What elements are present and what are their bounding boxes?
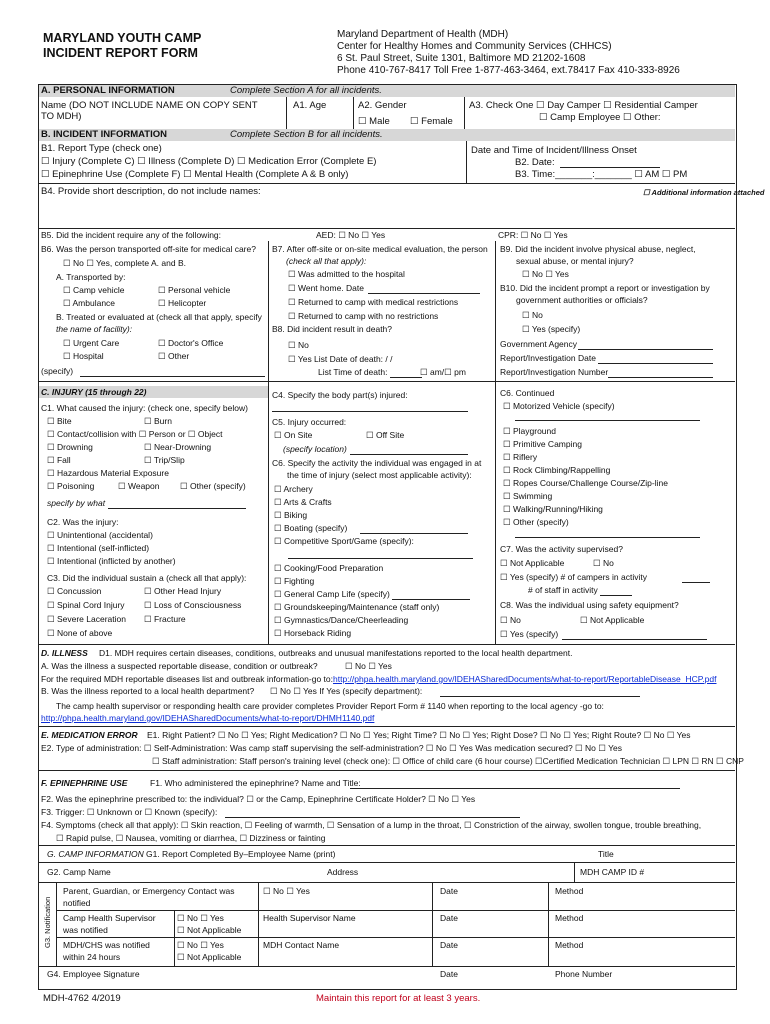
mdh-notified-label-2: within 24 hours: [63, 952, 121, 962]
health-supervisor-options[interactable]: ☐ No ☐ Yes: [177, 913, 224, 923]
admitted-checkbox[interactable]: ☐ Was admitted to the hospital: [288, 269, 405, 279]
doctors-office-checkbox[interactable]: ☐ Doctor's Office: [158, 338, 224, 348]
staff-count-label: # of staff in activity: [528, 585, 598, 595]
dC-text: The camp health supervisor or responding health care provider completes Provider Report Form # 1140 when reporting to the local agency -go to:: [56, 701, 604, 711]
unintentional-checkbox[interactable]: ☐ Unintentional (accidental): [47, 530, 153, 540]
section-a-note: Complete Section A for all incidents.: [230, 85, 382, 96]
gender-female-checkbox[interactable]: ☐ Female: [410, 116, 453, 127]
helicopter-checkbox[interactable]: ☐ Helicopter: [158, 298, 207, 308]
signature-label: G4. Employee Signature: [47, 969, 140, 979]
death-ampm[interactable]: ☐ am/☐ pm: [420, 367, 466, 377]
inflicted-by-another-checkbox[interactable]: ☐ Intentional (inflicted by another): [47, 556, 176, 566]
gender-male-checkbox[interactable]: ☐ Male: [358, 116, 390, 127]
on-site-checkbox[interactable]: ☐ On Site: [274, 430, 313, 440]
aed-options[interactable]: AED: ☐ No ☐ Yes: [316, 230, 386, 240]
c2-label: C2. Was the injury:: [47, 517, 119, 527]
e2-text[interactable]: E2. Type of administration: ☐ Self-Administration: Was camp staff supervising the self-administration? ☐ No ☐ Yes Was medication secured? ☐ No ☐ Yes: [41, 743, 622, 753]
date-time-header: Date and Time of Incident/Illness Onset: [471, 145, 637, 156]
gender-label: A2. Gender: [358, 100, 407, 111]
safety-na-checkbox[interactable]: ☐ Not Applicable: [580, 615, 645, 625]
mdh-contact-label: MDH Contact Name: [263, 940, 340, 950]
swimming-checkbox[interactable]: ☐ Swimming: [503, 491, 553, 501]
cooking-checkbox[interactable]: ☐ Cooking/Food Preparation: [274, 563, 384, 573]
section-d-head: D. ILLNESS: [41, 648, 88, 658]
other-facility-checkbox[interactable]: ☐ Other: [158, 351, 190, 361]
reportable-disease-link[interactable]: http://phpa.health.maryland.gov/IDEHASharedDocuments/what-to-report/ReportableDisease_HCP.pdf: [333, 674, 717, 684]
horseback-checkbox[interactable]: ☐ Horseback Riding: [274, 628, 352, 638]
urgent-care-checkbox[interactable]: ☐ Urgent Care: [63, 338, 120, 348]
reportable-options[interactable]: ☐ No ☐ Yes: [345, 661, 392, 671]
supervised-na-checkbox[interactable]: ☐ Not Applicable: [500, 558, 565, 568]
body-part-field[interactable]: [272, 411, 468, 412]
b9-label: B9. Did the incident involve physical abuse, neglect,: [500, 244, 696, 254]
report-date-field[interactable]: [598, 363, 713, 364]
location-field[interactable]: [350, 454, 468, 455]
date-label-2: Date: [440, 913, 458, 923]
returned-restrictions-checkbox[interactable]: ☐ Returned to camp with medical restrictions: [288, 297, 459, 307]
health-supervisor-na[interactable]: ☐ Not Applicable: [177, 925, 242, 935]
mdh-notified-options[interactable]: ☐ No ☐ Yes: [177, 940, 224, 950]
date-label-3: Date: [440, 940, 458, 950]
safety-no-checkbox[interactable]: ☐ No: [500, 615, 521, 625]
mdh-notified-label: MDH/CHS was notified: [63, 940, 150, 950]
poisoning-checkbox[interactable]: ☐ Poisoning: [47, 481, 95, 491]
notification-side-label: G3. Notification: [43, 896, 52, 948]
form-title-line2: INCIDENT REPORT FORM: [43, 46, 198, 60]
walking-checkbox[interactable]: ☐ Walking/Running/Hiking: [503, 504, 603, 514]
dB-options[interactable]: ☐ No ☐ Yes If Yes (specify department):: [270, 686, 423, 696]
treated-at-label-2: the name of facility):: [56, 324, 133, 334]
name-label-2: TO MDH): [41, 111, 82, 122]
c6-note: the time of injury (select most applicable activity):: [287, 470, 472, 480]
report-type-options-2[interactable]: ☐ Epinephrine Use (Complete F) ☐ Mental Health (Complete A & B only): [41, 169, 349, 180]
bite-checkbox[interactable]: ☐ Bite: [47, 416, 72, 426]
motorized-vehicle-checkbox[interactable]: ☐ Motorized Vehicle (specify): [503, 401, 615, 411]
burn-checkbox[interactable]: ☐ Burn: [144, 416, 172, 426]
incident-time-field[interactable]: B3. Time:_______:_______ ☐ AM ☐ PM: [515, 169, 688, 180]
health-supervisor-label-2: was notified: [63, 925, 108, 935]
phone-label: Phone Number: [555, 969, 613, 979]
abuse-options[interactable]: ☐ No ☐ Yes: [522, 269, 569, 279]
gymnastics-checkbox[interactable]: ☐ Gymnastics/Dance/Cheerleading: [274, 615, 409, 625]
employee-other-options[interactable]: ☐ Camp Employee ☐ Other:: [539, 112, 661, 123]
e1-text[interactable]: E1. Right Patient? ☐ No ☐ Yes; Right Medication? ☐ No ☐ Yes; Right Time? ☐ No ☐ Yes; Right Dose? ☐ No ☐ Yes; Right Route? ☐ No ☐ Yes: [147, 730, 691, 740]
fracture-checkbox[interactable]: ☐ Fracture: [144, 614, 186, 624]
b7-label: B7. After off-site or on-site medical evaluation, the person: [272, 244, 488, 254]
parent-notified-label: Parent, Guardian, or Emergency Contact was: [63, 886, 235, 896]
f1-label: F1. Who administered the epinephrine? Name and Title:: [150, 778, 361, 788]
additional-info-checkbox[interactable]: ☐ Additional information attached: [643, 188, 765, 197]
hazmat-checkbox[interactable]: ☐ Hazardous Material Exposure: [47, 468, 169, 478]
form-code: MDH-4762 4/2019: [43, 993, 121, 1004]
b9-label-2: sexual abuse, or mental injury?: [516, 256, 634, 266]
ambulance-checkbox[interactable]: ☐ Ambulance: [63, 298, 116, 308]
age-label: A1. Age: [293, 100, 327, 111]
fall-checkbox[interactable]: ☐ Fall: [47, 455, 71, 465]
gov-agency-field[interactable]: [578, 349, 713, 350]
b10-label: B10. Did the incident prompt a report or investigation by: [500, 283, 710, 293]
dA-label: A. Was the illness a suspected reportable disease, condition or outbreak?: [41, 661, 318, 671]
f4-text[interactable]: F4. Symptoms (check all that apply): ☐ Skin reaction, ☐ Feeling of warmth, ☐ Sensation of a lump in the throat, ☐ Constriction of the airway, swollen tongue, trouble breathing,: [41, 820, 702, 830]
supervised-no-checkbox[interactable]: ☐ No: [593, 558, 614, 568]
transported-by-label: A. Transported by:: [56, 272, 126, 282]
section-f-head: F. EPINEPHRINE USE: [41, 778, 128, 788]
camp-id-label: MDH CAMP ID #: [580, 867, 645, 877]
head-injury-checkbox[interactable]: ☐ Other Head Injury: [144, 586, 222, 596]
section-a-head: A. PERSONAL INFORMATION: [41, 85, 175, 96]
report-number-field[interactable]: [608, 377, 713, 378]
riflery-checkbox[interactable]: ☐ Riflery: [503, 452, 538, 462]
other-cause-checkbox[interactable]: ☐ Other (specify): [180, 481, 246, 491]
title-label: Title: [598, 849, 614, 859]
safety-yes-checkbox[interactable]: ☐ Yes (specify): [500, 629, 559, 639]
death-time-label: List Time of death:: [318, 367, 388, 377]
agency-phone: Phone 410-767-8417 Toll Free 1-877-463-3464, ext.78417 Fax 410-333-8926: [337, 65, 680, 76]
laceration-checkbox[interactable]: ☐ Severe Laceration: [47, 614, 126, 624]
short-description-label: B4. Provide short description, do not include names:: [41, 186, 261, 197]
mdh-notified-na[interactable]: ☐ Not Applicable: [177, 952, 242, 962]
report-type-options-1[interactable]: ☐ Injury (Complete C) ☐ Illness (Complete D) ☐ Medication Error (Complete E): [41, 156, 377, 167]
provider-form-link[interactable]: http://phpa.health.maryland.gov/IDEHASharedDocuments/what-to-report/DHMH1140.pdf: [41, 713, 375, 723]
b10-label-2: government authorities or officials?: [516, 295, 648, 305]
form-title-line1: MARYLAND YOUTH CAMP: [43, 31, 202, 45]
name-label: Name (DO NOT INCLUDE NAME ON COPY SENT: [41, 100, 258, 111]
none-of-above-checkbox[interactable]: ☐ None of above: [47, 628, 113, 638]
b5-label: B5. Did the incident require any of the following:: [41, 230, 222, 240]
near-drowning-checkbox[interactable]: ☐ Near-Drowning: [144, 442, 212, 452]
parent-notified-label-2: notified: [63, 898, 91, 908]
date-label-4: Date: [440, 969, 458, 979]
cpr-options[interactable]: CPR: ☐ No ☐ Yes: [498, 230, 568, 240]
spinal-checkbox[interactable]: ☐ Spinal Cord Injury: [47, 600, 125, 610]
section-g-head: G. CAMP INFORMATION: [47, 849, 144, 859]
f2-text[interactable]: F2. Was the epinephrine prescribed to: the individual? ☐ or the Camp, Epinephrine Certificate Holder? ☐ No ☐ Yes: [41, 794, 476, 804]
drowning-checkbox[interactable]: ☐ Drowning: [47, 442, 93, 452]
weapon-checkbox[interactable]: ☐ Weapon: [118, 481, 160, 491]
health-supervisor-name-label: Health Supervisor Name: [263, 913, 356, 923]
section-b-head: B. INCIDENT INFORMATION: [41, 129, 167, 140]
parent-notified-options[interactable]: ☐ No ☐ Yes: [263, 886, 310, 896]
b6-label: B6. Was the person transported off-site for medical care?: [41, 244, 256, 254]
c5-label: C5. Injury occurred:: [272, 417, 347, 427]
went-home-checkbox[interactable]: ☐ Went home. Date: [288, 283, 364, 293]
concussion-checkbox[interactable]: ☐ Concussion: [47, 586, 102, 596]
investigation-no-checkbox[interactable]: ☐ No: [522, 310, 543, 320]
c1-label: C1. What caused the injury: (check one, specify below): [41, 403, 248, 413]
death-yes-checkbox[interactable]: ☐ Yes List Date of death: / /: [288, 354, 393, 364]
trip-slip-checkbox[interactable]: ☐ Trip/Slip: [144, 455, 185, 465]
off-site-checkbox[interactable]: ☐ Off Site: [366, 430, 405, 440]
b8-label: B8. Did incident result in death?: [272, 324, 393, 334]
archery-checkbox[interactable]: ☐ Archery: [274, 484, 313, 494]
death-no-checkbox[interactable]: ☐ No: [288, 340, 309, 350]
b7-note: (check all that apply):: [286, 256, 367, 266]
hospital-checkbox[interactable]: ☐ Hospital: [63, 351, 104, 361]
returned-no-restrictions-checkbox[interactable]: ☐ Returned to camp with no restrictions: [288, 311, 439, 321]
d1-text: D1. MDH requires certain diseases, conditions, outbreaks and unusual manifestations reported to the local health department.: [99, 648, 573, 658]
camper-type-options[interactable]: A3. Check One ☐ Day Camper ☐ Residential Camper: [469, 100, 698, 111]
playground-checkbox[interactable]: ☐ Playground: [503, 426, 556, 436]
reportable-list-label: For the required MDH reportable diseases list and outbreak information-go to:: [41, 674, 333, 684]
primitive-camping-checkbox[interactable]: ☐ Primitive Camping: [503, 439, 582, 449]
g1-label: G1. Report Completed By–Employee Name (print): [146, 849, 336, 859]
f5-text[interactable]: ☐ Rapid pulse, ☐ Nausea, vomiting or diarrhea, ☐ Dizziness or fainting: [56, 833, 326, 843]
report-type-label: B1. Report Type (check one): [41, 143, 162, 154]
f3-text[interactable]: F3. Trigger: ☐ Unknown or ☐ Known (specify):: [41, 807, 218, 817]
c6-label: C6. Specify the activity the individual was engaged in at: [272, 458, 482, 468]
supervised-yes-checkbox[interactable]: ☐ Yes (specify) # of campers in activity: [500, 572, 647, 582]
dB-label: B. Was the illness reported to a local health department?: [41, 686, 255, 696]
report-number-label: Report/Investigation Number: [500, 367, 609, 377]
agency-center: Center for Healthy Homes and Community Services (CHHCS): [337, 41, 612, 52]
agency-name: Maryland Department of Health (MDH): [337, 29, 509, 40]
agency-address: 6 St. Paul Street, Suite 1301, Baltimore MD 21202-1608: [337, 53, 586, 64]
method-label-2: Method: [555, 913, 584, 923]
personal-vehicle-checkbox[interactable]: ☐ Personal vehicle: [158, 285, 231, 295]
section-b-note: Complete Section B for all incidents.: [230, 129, 383, 140]
arts-crafts-checkbox[interactable]: ☐ Arts & Crafts: [274, 497, 332, 507]
section-c-head: C. INJURY (15 through 22): [41, 387, 147, 397]
c6-continued-label: C6. Continued: [500, 388, 555, 398]
address-label: Address: [327, 867, 359, 877]
report-date-label: Report/Investigation Date: [500, 353, 596, 363]
c7-label: C7. Was the activity supervised?: [500, 544, 623, 554]
c8-label: C8. Was the individual using safety equipment?: [500, 600, 679, 610]
camp-vehicle-checkbox[interactable]: ☐ Camp vehicle: [63, 285, 125, 295]
biking-checkbox[interactable]: ☐ Biking: [274, 510, 308, 520]
ropes-course-checkbox[interactable]: ☐ Ropes Course/Challenge Course/Zip-line: [503, 478, 668, 488]
facility-specify-label: (specify): [41, 366, 74, 376]
self-inflicted-checkbox[interactable]: ☐ Intentional (self-inflicted): [47, 543, 150, 553]
retention-note: Maintain this report for at least 3 years.: [316, 993, 481, 1004]
consciousness-checkbox[interactable]: ☐ Loss of Consciousness: [144, 600, 242, 610]
rock-climbing-checkbox[interactable]: ☐ Rock Climbing/Rappelling: [503, 465, 611, 475]
groundskeeping-checkbox[interactable]: ☐ Groundskeeping/Maintenance (staff only): [274, 602, 440, 612]
gov-agency-label: Government Agency: [500, 339, 578, 349]
boating-checkbox[interactable]: ☐ Boating (specify): [274, 523, 348, 533]
location-label: (specify location): [283, 444, 347, 454]
health-supervisor-label: Camp Health Supervisor: [63, 913, 156, 923]
e3-text[interactable]: ☐ Staff administration: Staff person's training level (check one): ☐ Office of child care (6 hour course) ☐Certified Medication Technician ☐ LPN ☐ RN ☐ CNP: [152, 756, 744, 766]
investigation-yes-checkbox[interactable]: ☐ Yes (specify): [522, 324, 581, 334]
facility-specify-field[interactable]: [80, 376, 265, 377]
specify-by-what-field[interactable]: [108, 508, 246, 509]
method-label-3: Method: [555, 940, 584, 950]
specify-by-what-label: specify by what: [47, 498, 106, 508]
contact-checkbox[interactable]: ☐ Contact/collision with ☐ Person or ☐ Object: [47, 429, 223, 439]
competitive-sport-checkbox[interactable]: ☐ Competitive Sport/Game (specify):: [274, 536, 414, 546]
camp-life-checkbox[interactable]: ☐ General Camp Life (specify): [274, 589, 390, 599]
c4-label: C4. Specify the body part(s) injured:: [272, 390, 408, 400]
incident-date-field[interactable]: B2. Date:: [515, 157, 555, 168]
treated-at-label: B. Treated or evaluated at (check all that apply, specify: [56, 312, 262, 322]
administered-by-field[interactable]: [350, 788, 680, 789]
section-e-head: E. MEDICATION ERROR: [41, 730, 138, 740]
date-label-1: Date: [440, 886, 458, 896]
method-label-1: Method: [555, 886, 584, 896]
b6-options[interactable]: ☐ No ☐ Yes, complete A. and B.: [63, 258, 186, 268]
fighting-checkbox[interactable]: ☐ Fighting: [274, 576, 315, 586]
g2-label: G2. Camp Name: [47, 867, 111, 877]
other-activity-checkbox[interactable]: ☐ Other (specify): [503, 517, 569, 527]
c3-label: C3. Did the individual sustain a (check all that apply):: [47, 573, 247, 583]
